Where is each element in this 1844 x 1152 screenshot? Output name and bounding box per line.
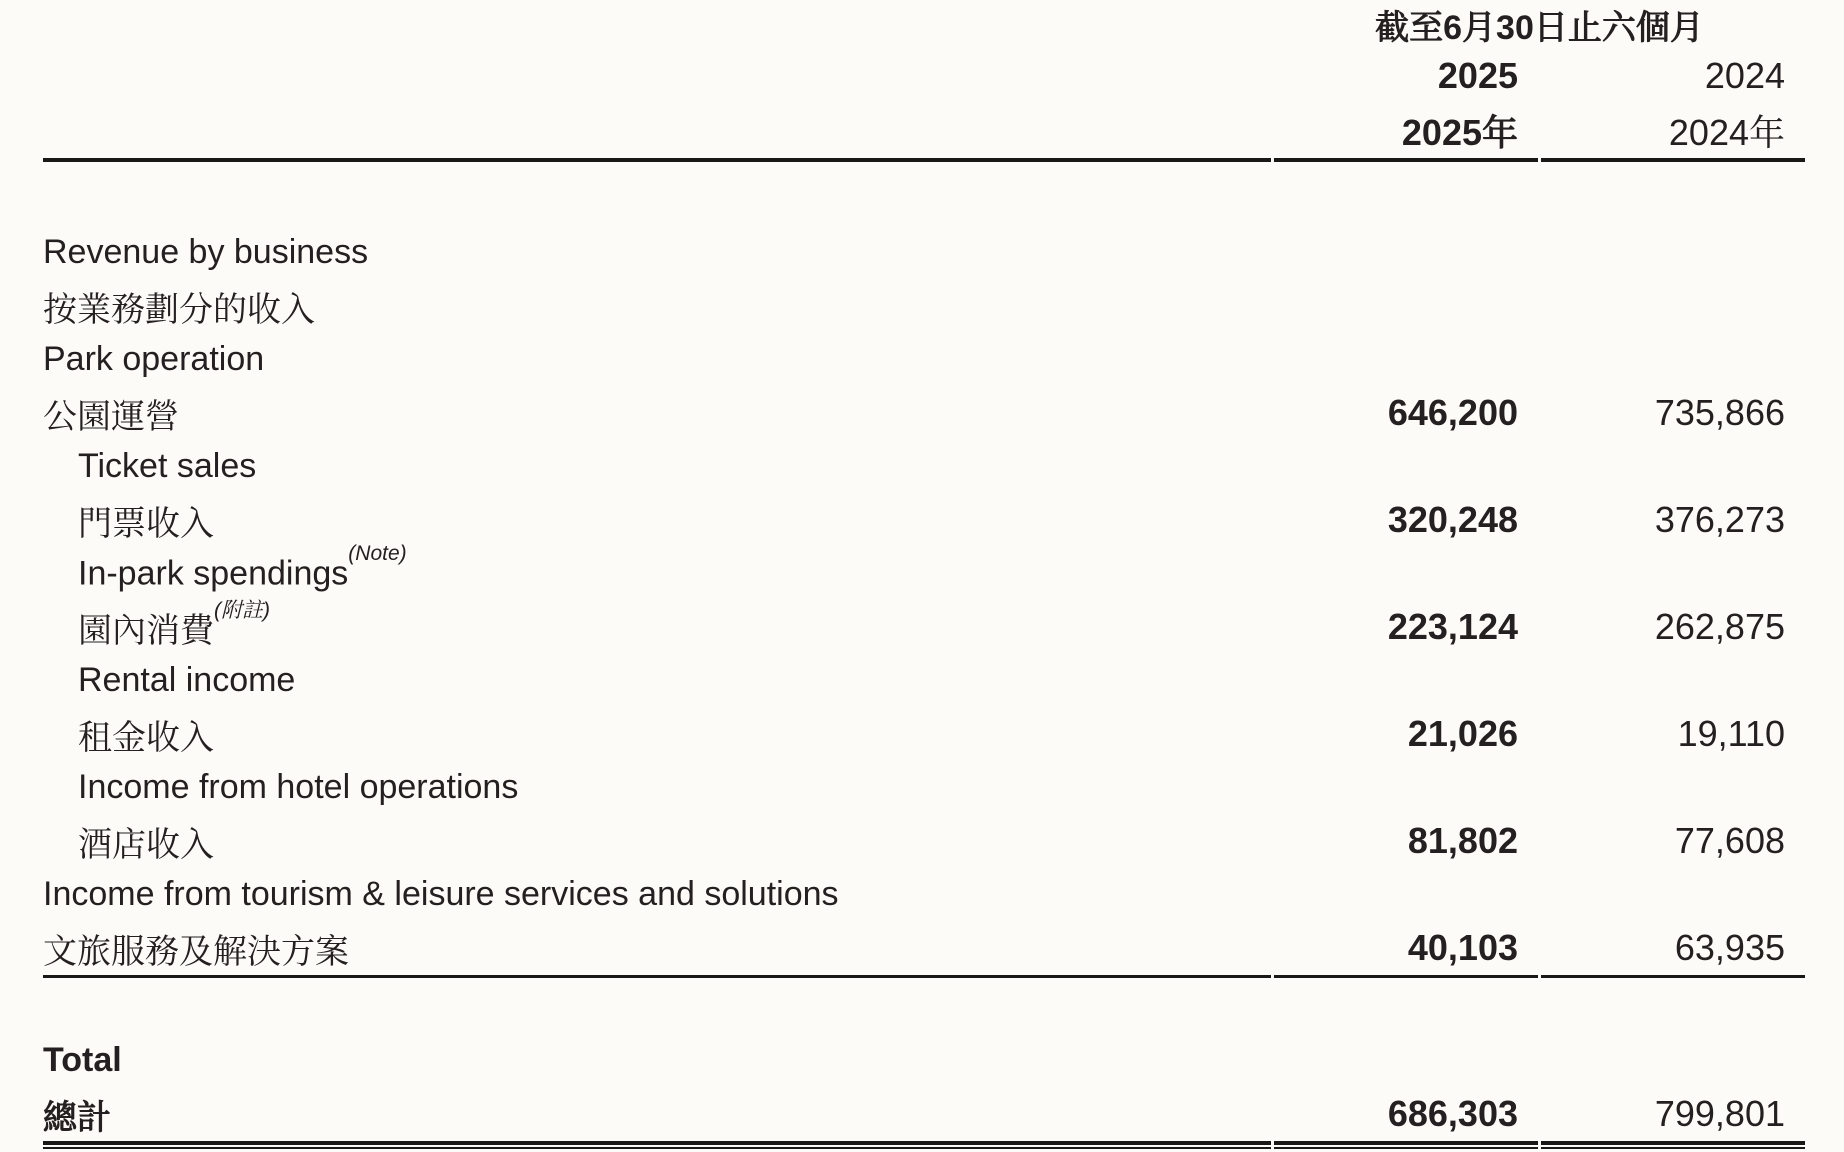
- label-text: Park operation: [43, 340, 265, 379]
- row-label-en: [43, 654, 1271, 708]
- table-row: [43, 601, 1805, 655]
- value-2025: 21,026: [1407, 713, 1518, 755]
- column-header-2025-en: 2025: [1437, 55, 1518, 96]
- row-label-zh: [43, 387, 1271, 441]
- value-2025: 81,802: [1407, 820, 1518, 862]
- row-label-zh: [43, 280, 1271, 334]
- total-value-2024: 799,801: [1654, 1093, 1785, 1134]
- table-row: [43, 440, 1805, 494]
- total-row: [43, 1087, 1805, 1141]
- total-value-2025: 686,303: [1387, 1093, 1518, 1134]
- bottom-rule-thin: [43, 1147, 1805, 1149]
- table-row: [43, 815, 1805, 869]
- table-row: [43, 226, 1805, 280]
- row-label-en: [43, 761, 1271, 815]
- row-label-en: [43, 542, 1271, 601]
- revenue-by-business-table: [40, 0, 1808, 1149]
- period-header: 截至6月30日止六個月: [1375, 9, 1704, 47]
- column-header-2024-en: 2024: [1704, 55, 1785, 96]
- label-text: Rental income: [78, 661, 296, 700]
- value-2024: [1541, 280, 1805, 334]
- column-header-2025-zh: 2025年: [1401, 112, 1518, 153]
- note-superscript: (Note): [348, 542, 407, 566]
- table-row: [43, 333, 1805, 387]
- value-2025: 320,248: [1387, 499, 1518, 541]
- table-row: [43, 547, 1805, 601]
- column-header-2024-zh: 2024年: [1668, 112, 1785, 153]
- value-2024: 262,875: [1654, 606, 1785, 648]
- label-text: Income from hotel operations: [78, 768, 519, 807]
- label-text: 酒店收入: [78, 825, 214, 864]
- row-label-zh: [43, 815, 1271, 869]
- label-text: 門票收入: [78, 504, 214, 543]
- table-row: [43, 868, 1805, 922]
- row-label-zh: [43, 708, 1271, 762]
- value-2025: 223,124: [1387, 606, 1518, 648]
- label-text: 按業務劃分的收入: [43, 290, 315, 329]
- value-2025: 40,103: [1407, 927, 1518, 969]
- value-2024: 63,935: [1674, 927, 1785, 969]
- row-label-zh: [43, 922, 1271, 976]
- value-2024: 735,866: [1654, 392, 1785, 434]
- table-row: [43, 280, 1805, 334]
- table-row: [43, 494, 1805, 548]
- total-row: [43, 1033, 1805, 1087]
- label-text: 租金收入: [78, 718, 214, 757]
- table-row: [43, 761, 1805, 815]
- row-label-zh: [43, 494, 1271, 548]
- total-label-zh: 總計: [43, 1098, 111, 1137]
- header-spacer-cell: [43, 0, 1271, 49]
- label-text: Ticket sales: [78, 447, 257, 486]
- value-2024: 376,273: [1654, 499, 1785, 541]
- row-label-en: [43, 226, 1271, 280]
- table-row: [43, 708, 1805, 762]
- total-label-en: Total: [43, 1040, 122, 1079]
- note-superscript: (附註): [214, 599, 270, 623]
- value-2025: [1274, 280, 1538, 334]
- label-text: 公園運營: [43, 397, 179, 436]
- row-label-zh: [43, 601, 1271, 655]
- header-spacer-cell: [43, 49, 1271, 103]
- label-text: Revenue by business: [43, 233, 369, 272]
- label-text: 園內消費: [78, 611, 214, 650]
- table-row: [43, 654, 1805, 708]
- table-row: [43, 387, 1805, 441]
- label-text: In-park spendings: [78, 554, 349, 593]
- value-2024: 19,110: [1677, 713, 1785, 755]
- value-2024: 77,608: [1674, 820, 1785, 862]
- label-text: 文旅服務及解決方案: [43, 932, 349, 971]
- rule-segment: [43, 1147, 1271, 1149]
- spacer: [43, 978, 1805, 1033]
- row-label-en: [43, 440, 1271, 494]
- rule-segment: [1541, 1147, 1805, 1149]
- rule-segment: [1274, 1147, 1538, 1149]
- spacer: [43, 162, 1805, 226]
- value-2025: 646,200: [1387, 392, 1518, 434]
- row-label-en: [43, 333, 1271, 387]
- row-label-en: [43, 868, 1271, 922]
- table-row: [43, 922, 1805, 976]
- header-spacer-cell: [43, 103, 1271, 158]
- label-text: Income from tourism & leisure services and solutions: [43, 875, 839, 914]
